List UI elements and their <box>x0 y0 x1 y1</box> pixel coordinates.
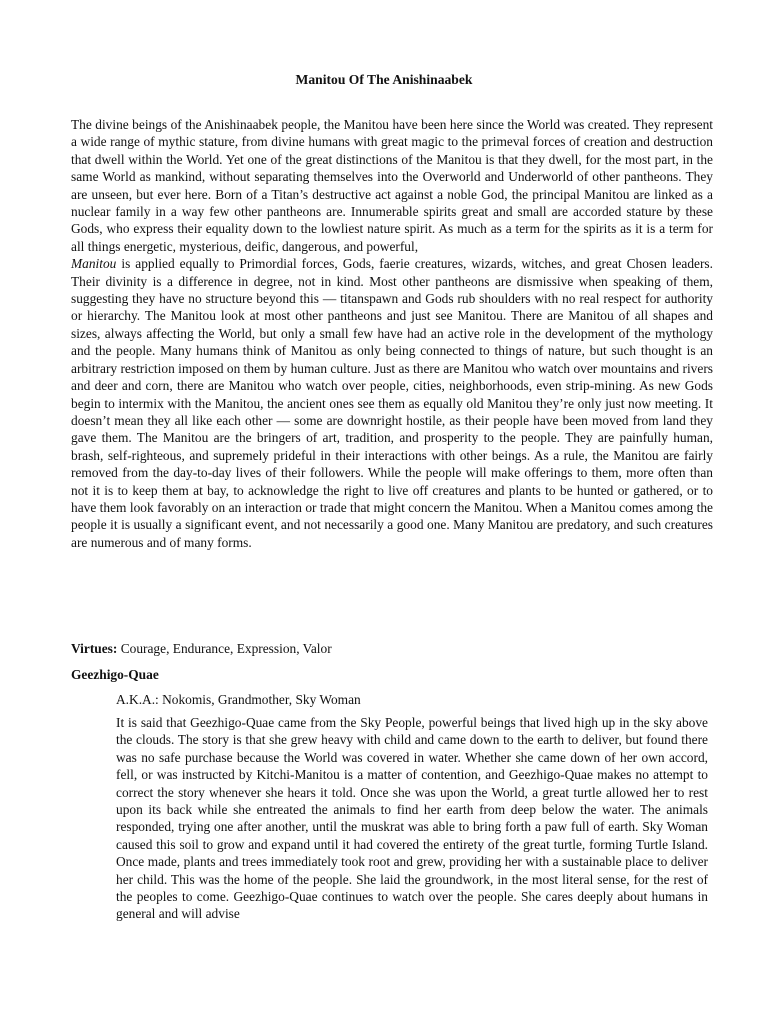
section-story-paragraph: It is said that Geezhigo-Quae came from the Sky People, powerful beings that lived high up in the sky above the clouds. The story is that she grew heavy with child and came down to the earth to deliver, but found there was no safe purchase because the World was covered in water. Whether she came down of her own accord, fell, or was instructed by Kitchi-Manitou is a matter of contention, and Geezhigo-Quae makes no attempt to correct the story whenever she hears it told. Once she was upon the World, a great turtle allowed her to rest upon its back while she entreated the animals to find her earth from deep below the water. The animals responded, trying one after another, until the muskrat was able to bring forth a paw full of earth. Sky Woman caused this soil to grow and expand until it had covered the entirety of the great turtle, forming Turtle Island. Once made, plants and trees immediately took root and grew, providing her with a sustainable place to deliver her child. This was the home of the people. She laid the groundwork, in the most literal sense, for the rest of the peoples to come. Geezhigo-Quae continues to watch over the people. She cares deeply about humans in general and will advise <box>116 715 708 922</box>
section-heading: Geezhigo-Quae <box>71 667 159 682</box>
intro-italic-term: Manitou <box>71 256 117 272</box>
virtues-values: Courage, Endurance, Expression, Valor <box>117 641 332 656</box>
intro-text-part-1: The divine beings of the Anishinaabek people, the Manitou have been here since the World was created. They represent a wide range of mythic stature, from divine humans with great magic to the primeval forces of creation and destruction that dwell within the World. Yet one of the great distinctions of the Manitou is that they dwell, for the most part, in the same World as mankind, without separating themselves into the Overworld and Underworld of other pantheons. They are unseen, but ever here. Born of a Titan’s destructive act against a noble God, the principal Manitou are linked as a nuclear family in a way few other pantheons are. Innumerable spirits great and small are accorded stature by these Gods, who express their equality down to the lowliest nature spirit. As much as a term for the spirits as it is a term for all things energetic, mysterious, deific, dangerous, and powerful, <box>71 117 713 254</box>
intro-paragraph <box>71 116 713 551</box>
document-title: Manitou Of The Anishinaabek <box>295 72 473 87</box>
virtues-line <box>71 640 713 657</box>
virtues-label: Virtues: <box>71 641 118 656</box>
aka-line: A.K.A.: Nokomis, Grandmother, Sky Woman <box>116 692 361 707</box>
intro-text-part-2: is applied equally to Primordial forces, Gods, faerie creatures, wizards, witches, and great Chosen leaders. Their divinity is a difference in degree, not in kind. Most other pantheons are dismissive when speaking of them, suggesting they have no structure beyond this — titanspawn and Gods rub shoulders with no real respect for authority or hierarchy. The Manitou look at most other pantheons and just see Manitou. There are Manitou of all shapes and sizes, always affecting the World, but only a small few have had an active role in the development of the mythology and the people. Many humans think of Manitou as only being connected to things of nature, but such thought is an arbitrary restriction imposed on them by human culture. Just as there are Manitou who watch over mountains and rivers and deer and corn, there are Manitou who watch over people, cities, neighborhoods, even strip-mining. As new Gods begin to intermix with the Manitou, the ancient ones see them as equally old Manitou they’re only just now meeting. It doesn’t mean they all like each other — some are downright hostile, as their people have been moved from land they gave them. The Manitou are the bringers of art, tradition, and prosperity to the people. They are painfully human, brash, self-righteous, and supremely prideful in their interactions with other beings. As a rule, the Manitou are fairly removed from the day-to-day lives of their followers. While the people will make offerings to them, more often than not it is to keep them at bay, to acknowledge the right to live off creatures and plants to be hunted or gathered, or to have them look favorably on an interaction or trade that might concern the Manitou. When a Manitou comes among the people it is usually a significant event, and not necessarily a good one. Many Manitou are predatory, and such creatures are numerous and of many forms. <box>71 256 713 550</box>
